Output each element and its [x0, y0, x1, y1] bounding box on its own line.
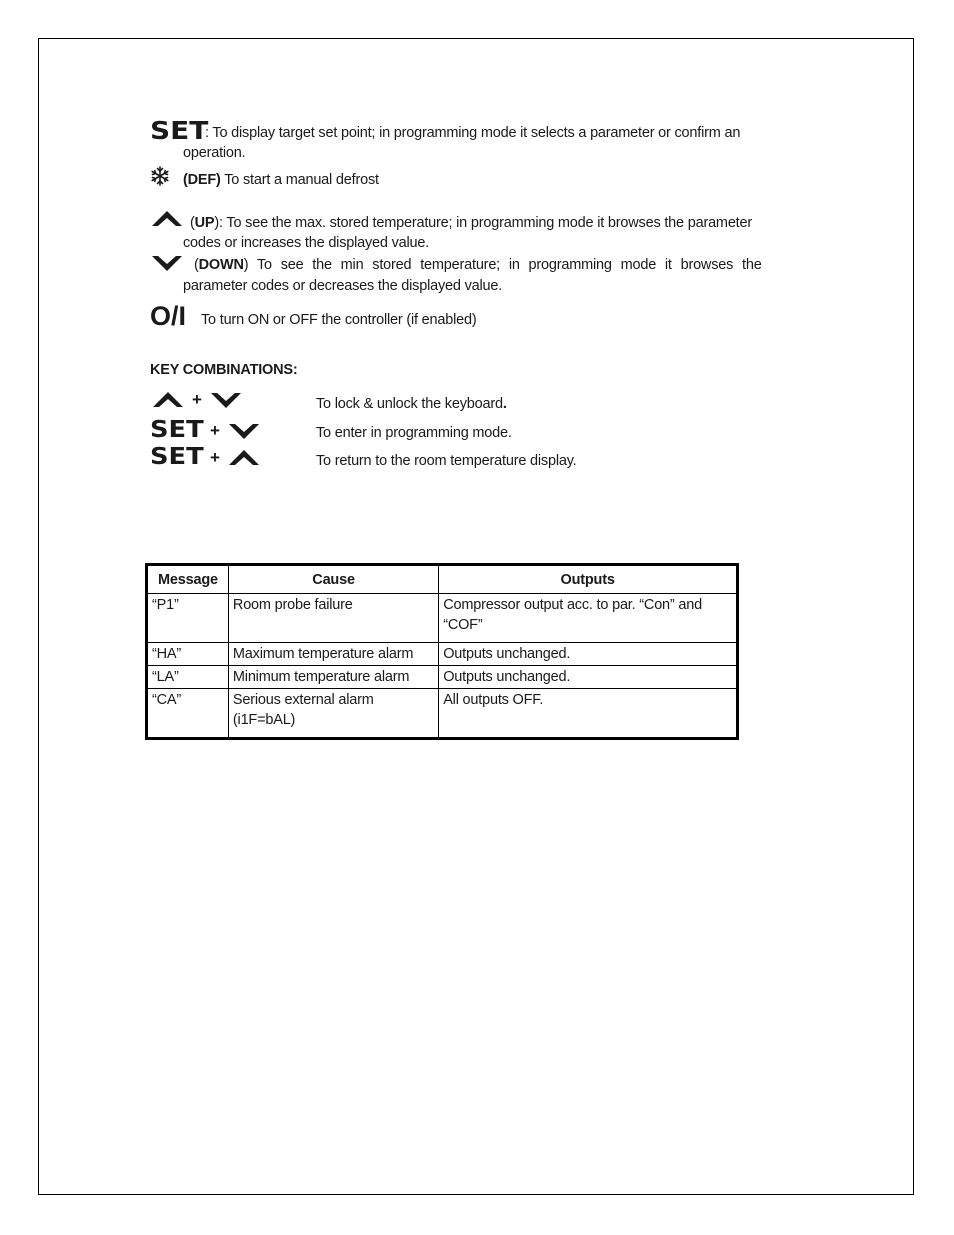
combo-lock-keys — [150, 390, 244, 410]
cell-message: “P1” — [147, 594, 229, 643]
set-key-symbol: SET — [150, 116, 209, 145]
up-key-desc-text: ): To see the max. stored temperature; in programming mode it browses the parameter — [214, 215, 752, 231]
cell-outputs-line: Compressor output acc. to par. “Con” and — [443, 597, 702, 613]
down-key-desc-text: ) To see the min stored temperature; in programming mode it browses the — [243, 257, 762, 273]
combo-set-symbol: SET — [150, 417, 204, 443]
combo-return-keys — [150, 446, 262, 469]
up-key-paren: ( — [190, 215, 195, 231]
down-key-desc-line1 — [194, 255, 772, 275]
onoff-key-desc: To turn ON or OFF the controller (if enabled) — [201, 312, 477, 328]
def-key-desc: To start a manual defrost — [224, 172, 379, 188]
cell-outputs-line: “COF” — [443, 617, 483, 633]
cell-message: “HA” — [147, 643, 229, 666]
up-arrow-icon — [150, 390, 186, 410]
set-key-row — [150, 116, 209, 145]
set-key-desc-line1: : To display target set point; in programming mode it selects a parameter or confirm an — [205, 125, 741, 141]
cell-message: “CA” — [147, 689, 229, 739]
combo-lock-desc — [316, 394, 507, 414]
table-row — [147, 689, 738, 739]
up-key-desc-line2: codes or increases the displayed value. — [183, 235, 430, 251]
combo-lock-desc-end: . — [502, 396, 507, 412]
cell-outputs: All outputs OFF. — [439, 689, 738, 739]
cell-message: “LA” — [147, 666, 229, 689]
onoff-key-row — [150, 303, 186, 330]
def-key-label: (DEF) — [183, 172, 221, 188]
cell-cause — [228, 594, 438, 643]
cell-cause — [228, 689, 438, 739]
down-arrow-icon — [150, 253, 184, 273]
cell-cause: Minimum temperature alarm — [228, 666, 438, 689]
combo-plus: + — [192, 390, 202, 409]
down-key-label: DOWN — [198, 257, 244, 273]
combo-set-symbol: SET — [150, 444, 204, 470]
up-arrow-icon — [226, 448, 262, 468]
snowflake-icon — [150, 166, 170, 186]
cell-cause-line: Room probe failure — [232, 597, 353, 613]
table-header-row — [147, 565, 738, 594]
cell-outputs: Outputs unchanged. — [439, 666, 738, 689]
alarm-table — [145, 563, 739, 740]
header-message: Message — [147, 565, 229, 594]
cell-outputs: Outputs unchanged. — [439, 643, 738, 666]
def-key-row — [183, 170, 379, 190]
cell-cause: Maximum temperature alarm — [228, 643, 438, 666]
up-key-desc-line1 — [190, 213, 773, 233]
cell-cause-line: (i1F=bAL) — [232, 712, 296, 728]
cell-cause-line: Serious external alarm — [232, 692, 374, 708]
up-key-label: UP — [194, 215, 215, 231]
set-key-desc-line2: operation. — [183, 145, 246, 161]
down-key-desc-line2: parameter codes or decreases the displayed value. — [183, 278, 503, 294]
combo-plus: + — [209, 420, 220, 440]
table-row — [147, 594, 738, 643]
combo-return-desc: To return to the room temperature display. — [316, 453, 577, 469]
combo-lock-desc-text: To lock & unlock the keyboard — [316, 396, 503, 412]
table-row — [147, 666, 738, 689]
combo-plus: + — [209, 447, 220, 467]
header-outputs: Outputs — [439, 565, 738, 594]
header-cause: Cause — [228, 565, 438, 594]
cell-outputs — [439, 594, 738, 643]
table-row — [147, 643, 738, 666]
onoff-key-symbol: O/I — [150, 301, 187, 331]
key-combinations-heading: KEY COMBINATIONS: — [150, 362, 298, 378]
down-arrow-icon — [226, 421, 262, 441]
down-arrow-icon — [208, 390, 244, 410]
combo-program-keys — [150, 419, 262, 442]
up-arrow-icon — [150, 209, 184, 229]
down-key-paren: ( — [194, 257, 199, 273]
combo-program-desc: To enter in programming mode. — [316, 425, 512, 441]
